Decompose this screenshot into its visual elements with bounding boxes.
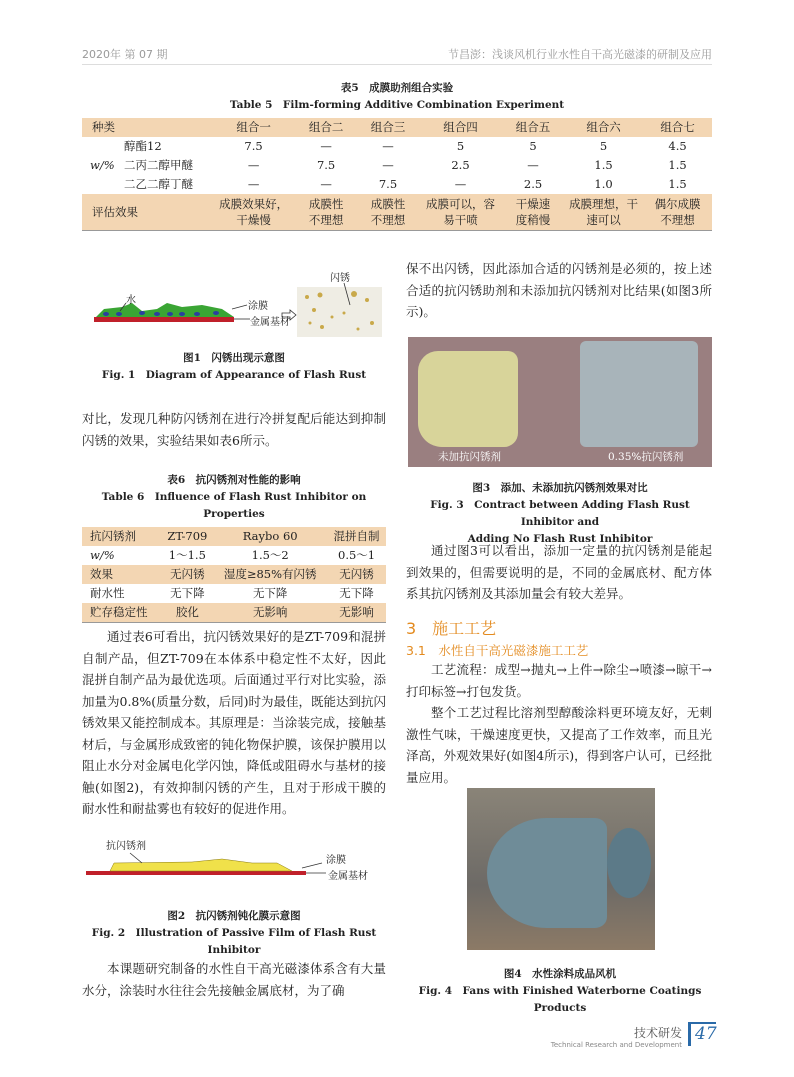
footer-en: Technical Research and Development: [550, 1041, 682, 1049]
table-cell: 无影响: [213, 603, 327, 623]
fig3-left-label: 未加抗闪锈剂: [438, 451, 501, 463]
table-cell: —: [454, 177, 467, 191]
figure1: [82, 265, 386, 345]
paragraph: 通过图3可以看出，添加一定量的抗闪锈剂是能起到效果的，但需要说明的是，不同的金属底材、配方体系其抗闪锈剂及其添加量会有较大差异。: [406, 543, 712, 601]
table-header: 组合四: [419, 118, 502, 137]
subsection-heading: 3.1 水性自干高光磁漆施工工艺: [406, 643, 589, 658]
table-row: [82, 603, 386, 623]
table-row: [82, 194, 712, 231]
protected-panel: [580, 341, 698, 447]
table-row: [82, 546, 386, 565]
table-cell: 0.5～1: [338, 548, 376, 562]
table-header: 组合七: [643, 118, 712, 137]
table-cell: 成膜理想，干速可以: [564, 194, 643, 231]
fig3-caption-en: Fig. 3 Contract between Adding Flash Rust Inhibitor and: [430, 499, 690, 528]
water-label: 水: [126, 295, 136, 306]
table-cell: 1～1.5: [168, 548, 206, 562]
table-cell: —: [382, 139, 394, 153]
table-row: [82, 118, 712, 137]
table-cell: 无闪锈: [161, 565, 213, 584]
table-cell: —: [320, 139, 332, 153]
fig1-caption-cn: 图1 闪锈出现示意图: [183, 352, 285, 364]
table-cell: 胶化: [161, 603, 213, 623]
table-header: 组合二: [295, 118, 357, 137]
table-cell: 5: [599, 139, 608, 153]
paragraph: 本课题研究制备的水性自干高光磁漆体系含有大量水分，涂装时水往往会先接触金属底材，为了确: [82, 961, 386, 998]
inhibitor-label: 抗闪锈剂: [106, 841, 146, 852]
table-cell: 无影响: [327, 603, 386, 623]
table5-title-en: Table 5 Film-forming Additive Combination Experiment: [229, 99, 565, 111]
metal-label: 金属基材: [250, 317, 290, 328]
fig1-caption-en: Fig. 1 Diagram of Appearance of Flash Rust: [101, 369, 367, 381]
fig4-caption-en: Fig. 4 Fans with Finished Waterborne Coatings Products: [418, 985, 702, 1014]
table-header: 组合六: [564, 118, 643, 137]
table-cell: 无下降: [170, 586, 205, 600]
table-cell: 1.5: [668, 158, 687, 172]
header-issue: 2020年 第 07 期: [82, 48, 168, 61]
rust-label: 闪锈: [330, 273, 350, 284]
table-cell: 效果: [82, 565, 161, 584]
table-cell: 二丙二醇甲醚: [124, 158, 193, 172]
table-cell: ZT-709: [161, 527, 213, 546]
table-cell: 耐水性: [90, 586, 125, 600]
table-cell: 1.5: [594, 158, 613, 172]
table-cell: 7.5: [378, 177, 398, 191]
table-cell: 贮存稳定性: [82, 603, 161, 623]
table-cell: 偶尔成膜不理想: [643, 194, 712, 231]
header-divider: [82, 64, 712, 65]
table-cell: 1.0: [594, 177, 613, 191]
table-row: [82, 156, 712, 175]
table-row: [82, 584, 386, 603]
footer-cn: 技术研发: [633, 1026, 682, 1040]
footer-section: [551, 1024, 682, 1049]
figure4-photo: [467, 788, 655, 950]
film-label: 涂膜: [248, 301, 268, 312]
table-row: [82, 565, 386, 584]
table-cell: 7.5: [316, 158, 336, 172]
paragraph: 整个工艺过程比溶剂型醇酸涂料更环境友好，无刺激性气味，干燥速度更快，又提高了工作效率，而且光泽高，外观效果好(如图4所示)，得到客户认可，已经批量应用。: [406, 705, 712, 785]
table-cell: 二乙二醇丁醚: [124, 177, 193, 191]
table-cell: —: [247, 158, 260, 172]
table-cell: —: [247, 177, 260, 191]
table-cell: —: [527, 158, 539, 172]
table-cell: 无闪锈: [327, 565, 386, 584]
table-header: 组合一: [212, 118, 295, 137]
table-cell: —: [320, 177, 332, 191]
table-cell: 无下降: [339, 586, 374, 600]
table-cell: 7.5: [244, 139, 263, 153]
table-cell: w/%: [90, 548, 115, 562]
table-cell: 无下降: [252, 586, 288, 600]
fig3-caption-en: Adding No Flash Rust Inhibitor: [467, 533, 653, 545]
table-header: 组合五: [502, 118, 564, 137]
fig2-caption-cn: 图2 抗闪锈剂钝化膜示意图: [167, 910, 301, 922]
paragraph: 工艺流程：成型→抛丸→上件→除尘→喷漆→晾干→打印标签→打包发货。: [406, 662, 712, 699]
fan-body: [607, 828, 651, 898]
metal-label: 金属基材: [328, 871, 368, 882]
fig2-caption-en: Fig. 2 Illustration of Passive Film of Flash Rust Inhibitor: [91, 927, 377, 956]
table-header: 组合三: [357, 118, 419, 137]
table-cell: Raybo 60: [213, 527, 327, 546]
table-cell: 2.5: [523, 177, 543, 191]
fig3-caption-cn: 图3 添加、未添加抗闪锈剂效果对比: [472, 482, 648, 494]
table-cell: 干燥速度稍慢: [502, 194, 564, 231]
table-header: 种类: [82, 118, 122, 137]
page-number: 47: [688, 1022, 716, 1046]
table-cell: 成膜性不理想: [295, 194, 357, 231]
table5-title-cn: 表5 成膜助剂组合实验: [340, 82, 454, 94]
table5: [82, 80, 712, 231]
table-cell: 醇酯12: [124, 139, 162, 153]
table-cell: 1.5～2: [251, 548, 289, 562]
table-row: [82, 137, 712, 156]
table6: [82, 472, 386, 623]
table-cell: 抗闪锈剂: [82, 527, 161, 546]
table-cell: 1.5: [668, 177, 687, 191]
table6-title-cn: 表6 抗闪锈剂对性能的影响: [167, 474, 301, 486]
film-label: 涂膜: [326, 855, 346, 866]
table-cell: 5: [529, 139, 537, 153]
table-cell: 4.5: [668, 139, 687, 153]
paragraph: 通过表6可看出，抗闪锈效果好的是ZT-709和混拼自制产品，但ZT-709在本体系中稳定性不太好，因此混拼自制产品为最优选项。后面通过平行对比实验，添加量为0.8%(质量分数，后同)时为最佳，既能达到抗闪锈效果又能控制成本。其原理是：当涂装完成，接触基材后，与金属形成致密的钝化物保护膜，该保护膜用以阻止水分对金属电化学闪蚀，降低或阻碍水与基材的接触(如图2)，有效抑制闪锈的产生，且对于形成干膜的耐水性和耐盐雾也有较好的促进作用。: [82, 629, 387, 816]
table6-title-en: Table 6 Influence of Flash Rust Inhibitor on Properties: [101, 491, 367, 520]
fan-body: [487, 818, 607, 928]
figure2: [82, 835, 386, 885]
rusted-panel: [418, 351, 518, 447]
table-header: [122, 118, 212, 137]
table-cell: 评估效果: [82, 194, 212, 231]
table-cell: 5: [456, 139, 465, 153]
paragraph: 保不出闪锈，因此添加合适的闪锈剂是必须的，按上述合适的抗闪锈助剂和未添加抗闪锈剂对比结果(如图3所示)。: [406, 261, 712, 319]
table-cell: 成膜效果好，干燥慢: [212, 194, 295, 231]
figure3-photo: [408, 337, 712, 467]
table-cell: 湿度≥85%有闪锈: [213, 565, 327, 584]
fig3-right-label: 0.35%抗闪锈剂: [608, 451, 684, 463]
header-title: 节昌澎：浅谈风机行业水性自干高光磁漆的研制及应用: [448, 48, 712, 61]
paragraph: 对比，发现几种防闪锈剂在进行冷拼复配后能达到抑制闪锈的效果，实验结果如表6所示。: [82, 411, 386, 448]
table-row: [82, 527, 386, 546]
table-row: [82, 175, 712, 194]
table-cell: 成膜可以，容易干喷: [419, 194, 502, 231]
table-cell: 混拼自制: [327, 527, 386, 546]
unit-cell: w/%: [90, 158, 115, 172]
section-heading: 3 施工工艺: [406, 619, 497, 638]
table-cell: —: [382, 158, 394, 172]
fig4-caption-cn: 图4 水性涂料成品风机: [503, 968, 617, 980]
table-cell: 2.5: [451, 158, 470, 172]
table-cell: 成膜性不理想: [357, 194, 419, 231]
